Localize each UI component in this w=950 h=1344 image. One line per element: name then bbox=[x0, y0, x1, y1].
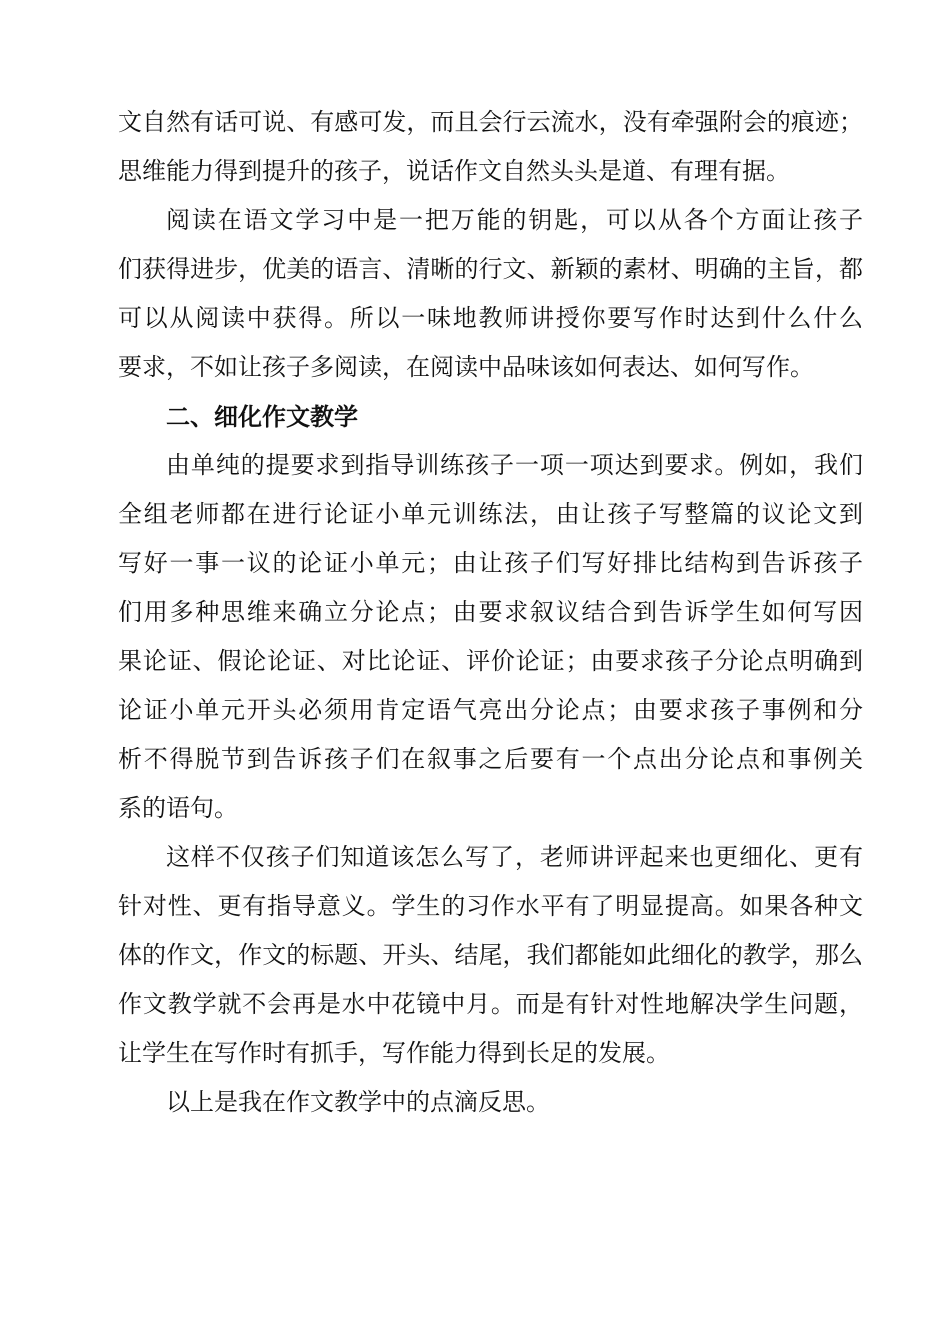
paragraph-3-line-4: 们用多种思维来确立分论点；由要求叙议结合到告诉学生如何写因 bbox=[118, 598, 863, 626]
paragraph-4-line-1: 这样不仅孩子们知道该怎么写了，老师讲评起来也更细化、更有 bbox=[166, 843, 863, 871]
paragraph-4-line-4: 作文教学就不会再是水中花镜中月。而是有针对性地解决学生问题， bbox=[118, 990, 863, 1018]
paragraph-3-line-6: 论证小单元开头必须用肯定语气亮出分论点；由要求孩子事例和分 bbox=[118, 696, 863, 724]
paragraph-3-line-5: 果论证、假论论证、对比论证、评价论证；由要求孩子分论点明确到 bbox=[118, 647, 863, 675]
paragraph-3-line-7: 析不得脱节到告诉孩子们在叙事之后要有一个点出分论点和事例关 bbox=[118, 745, 863, 773]
paragraph-3-line-3: 写好一事一议的论证小单元；由让孩子们写好排比结构到告诉孩子 bbox=[118, 549, 863, 577]
paragraph-1-line-1: 文自然有话可说、有感可发，而且会行云流水，没有牵强附会的痕迹； bbox=[118, 108, 863, 136]
paragraph-2-line-3: 可以从阅读中获得。所以一味地教师讲授你要写作时达到什么什么 bbox=[118, 304, 863, 332]
paragraph-3-line-2: 全组老师都在进行论证小单元训练法，由让孩子写整篇的议论文到 bbox=[118, 500, 863, 528]
paragraph-4-line-3: 体的作文，作文的标题、开头、结尾，我们都能如此细化的教学，那么 bbox=[118, 941, 863, 969]
paragraph-5-line-1: 以上是我在作文教学中的点滴反思。 bbox=[166, 1088, 550, 1116]
paragraph-4-line-2: 针对性、更有指导意义。学生的习作水平有了明显提高。如果各种文 bbox=[118, 892, 863, 920]
paragraph-3-line-1: 由单纯的提要求到指导训练孩子一项一项达到要求。例如，我们 bbox=[166, 451, 863, 479]
paragraph-3-line-8: 系的语句。 bbox=[118, 794, 238, 822]
section-heading: 二、细化作文教学 bbox=[166, 402, 358, 431]
paragraph-2-line-4: 要求，不如让孩子多阅读，在阅读中品味该如何表达、如何写作。 bbox=[118, 353, 814, 381]
paragraph-2-line-2: 们获得进步，优美的语言、清晰的行文、新颖的素材、明确的主旨，都 bbox=[118, 255, 863, 283]
paragraph-1-line-2: 思维能力得到提升的孩子，说话作文自然头头是道、有理有据。 bbox=[118, 157, 790, 185]
paragraph-4-line-5: 让学生在写作时有抓手，写作能力得到长足的发展。 bbox=[118, 1039, 670, 1067]
paragraph-2-line-1: 阅读在语文学习中是一把万能的钥匙，可以从各个方面让孩子 bbox=[166, 206, 863, 234]
document-page bbox=[118, 98, 863, 1127]
